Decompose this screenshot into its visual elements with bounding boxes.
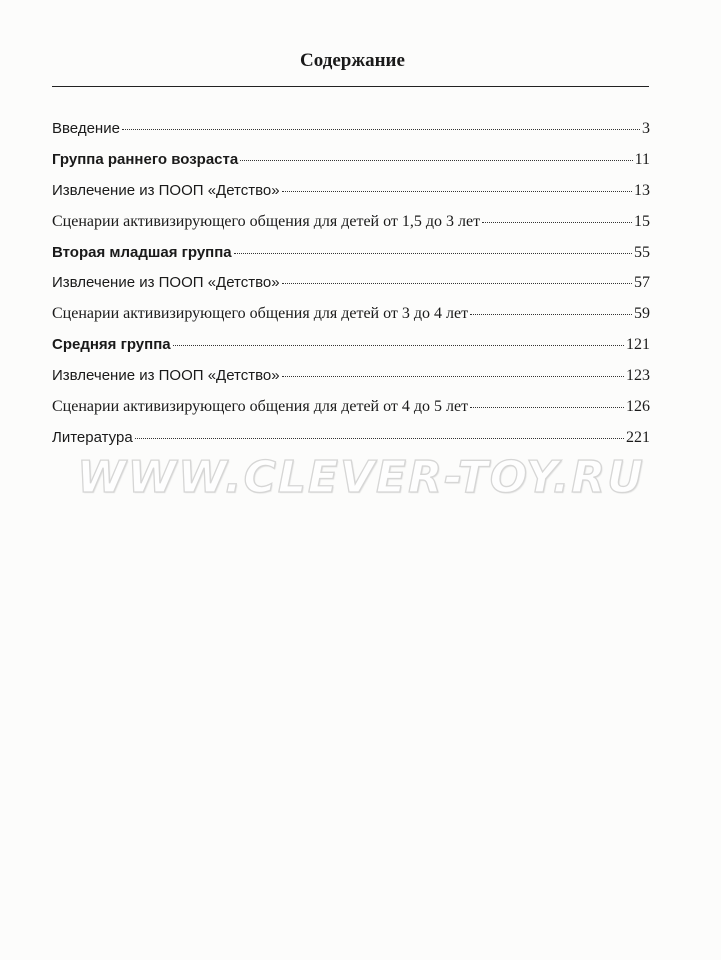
toc-dot-leader [282,191,632,192]
toc-entry [52,274,650,305]
toc-entry-page: 121 [626,336,650,354]
toc-entry [52,336,650,367]
toc-entry [52,244,650,275]
toc-entry-page: 123 [626,367,650,385]
page-title: Содержание [300,50,405,71]
toc-entry-page: 126 [626,398,650,416]
toc-entry-page: 221 [626,428,650,446]
toc-entry-label: Сценарии активизирующего общения для детей от 1,5 до 3 лет [52,212,481,230]
toc-dot-leader [482,222,632,223]
toc-dot-leader [470,314,632,315]
toc-entry-label: Группа раннего возраста [52,150,239,168]
toc-entry-page: 57 [634,274,650,292]
toc-entry [52,120,650,151]
toc-dot-leader [234,253,632,254]
toc-entry [52,305,650,336]
toc-entry [52,367,650,398]
toc-entry [52,213,650,244]
toc-entry-page: 3 [642,120,650,137]
toc-dot-leader [282,376,624,377]
toc-entry [52,182,650,213]
toc-entry [52,398,650,429]
title-divider [52,86,649,87]
toc-dot-leader [135,438,624,439]
toc-entry-page: 15 [634,212,650,230]
toc-entry-page: 11 [634,150,650,168]
toc-entry-page: 55 [634,243,650,261]
toc-dot-leader [122,129,640,130]
watermark: WWW.CLEVER-TOY.RU [77,452,645,503]
toc-entry [52,151,650,182]
toc-entry-label: Вторая младшая группа [52,243,232,261]
toc-entry-label: Извлечение из ПООП «Детство» [52,181,280,199]
toc-entry-label: Введение [52,120,120,137]
table-of-contents [52,120,650,460]
toc-dot-leader [173,345,624,346]
toc-dot-leader [282,283,632,284]
toc-entry-label: Литература [52,428,133,446]
toc-entry-page: 59 [634,305,650,323]
toc-entry-label: Извлечение из ПООП «Детство» [52,367,280,385]
toc-entry-label: Извлечение из ПООП «Детство» [52,274,280,292]
toc-entry-label: Сценарии активизирующего общения для детей от 4 до 5 лет [52,398,469,416]
toc-entry-label: Средняя группа [52,336,171,354]
toc-dot-leader [470,407,624,408]
toc-entry-label: Сценарии активизирующего общения для детей от 3 до 4 лет [52,305,469,323]
toc-entry-page: 13 [634,181,650,199]
toc-dot-leader [240,160,632,161]
